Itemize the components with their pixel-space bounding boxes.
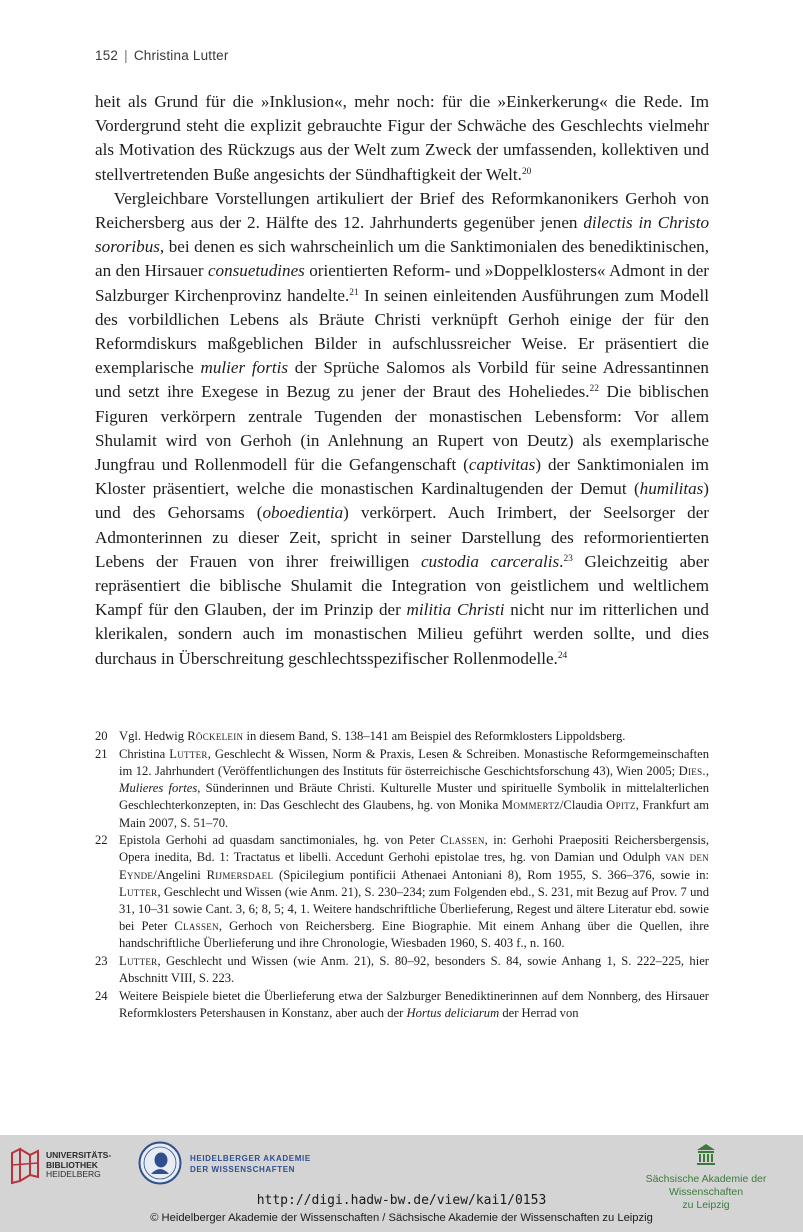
text-run: , Frankfurt am Main 2007, S. 51–70. [119,798,709,830]
building-icon [696,1143,716,1165]
italic-term: Mulieres fortes [119,781,198,796]
ub-heidelberg-logo[interactable] [10,1145,112,1185]
footnote-text [119,746,709,832]
text-run: /Angelini [153,867,207,882]
text-run: , Geschlecht & Wissen, Norm & Praxis, Lesen & Schreiben. Monastische Reformgemeinschaften im 12. Jahrhundert (Veröffentlichungen des Instituts für österreichische Geschichtsforschung 43), Wien 2005; [119,746,709,778]
main-text [95,90,709,671]
text-run: , [705,763,709,778]
footer-band [0,1135,803,1232]
footnote-number: 20 [95,729,108,743]
footnote-ref: 22 [589,384,599,395]
footnote-21 [95,746,709,832]
italic-term: captivitas [468,455,536,475]
footnote-text [119,988,709,1022]
paragraph-2 [95,187,709,671]
copyright-notice: © Heidelberger Akademie der Wissenschaften / Sächsische Akademie der Wissenschaften zu Leipzig [150,1212,653,1224]
text-run: der Herrad von [499,1006,579,1021]
running-header [95,48,229,63]
text-run: Vergleichbare Vorstellungen artikuliert der Brief des Reformkanonikers Gerhoh von Reichersberg aus der 2. Hälfte des 12. Jahrhunderts gegenüber jenen [95,188,709,233]
paragraph-1 [95,90,709,187]
author-name: Dies. [678,763,706,778]
text-run: der Sprüche Salomos als Vorbild für seine Adressantinnen und setzt ihre Exegese in Bezug zu jener der Braut des Hoheliedes. [95,358,709,402]
text-run: ) und des Gehorsams ( [95,479,709,523]
saw-line-2: zu Leipzig [682,1199,730,1211]
author-name: Opitz [606,798,636,813]
ub-logo-text [46,1151,111,1180]
ub-logo-icon [10,1145,40,1185]
footnote-23 [95,953,709,987]
ub-line-2: BIBLIOTHEK [46,1159,98,1170]
text-run: , in: Gerhohi Praepositi Reichersbergensis, Opera inedita, Bd. 1: Tractatus et libelli. Accedunt Gerhohi epistolae tres, hg. von Damian und Odulph [119,833,709,865]
text-run: In seinen einleitenden Ausführungen zum Modell des vorbildlichen Lebens als Bräute Christi verknüpft Gerhoh einige der für den Reformdiskurs maßgeblichen Bilder in aufschlussreicher Weise. Er präsentiert die exemplarische [95,285,709,378]
author-name: Lutter [169,746,208,761]
italic-term: militia Christi [406,600,505,620]
author-name: Röckelein [187,729,244,743]
page-number: 152 [95,48,119,63]
footnote-text [119,953,709,987]
academy-seal-icon [138,1141,182,1185]
text-run: nicht nur im ritterlichen und klerikalen, sondern auch im monastischen Milieu geführt werden sollte, und dies durchaus in Überschreitung geschlechtsspezifischer Rollenmodelle. [95,600,709,668]
text-run: Vgl. Hedwig [119,729,188,743]
text-run: ) verkörpert. Auch Irimbert, der Seelsorger der Admonterinnen zu dieser Zeit, spricht in seiner Darstellung des reformorientierten Lebens der Frauen von ihrer freiwilligen [95,503,709,571]
italic-term: oboedientia [262,503,344,523]
header-author: Christina Lutter [133,48,229,63]
author-name: Mommertz [501,798,560,813]
text-run: , Gerhoch von Reichersberg. Eine Biographie. Mit einem Anhang über die Quellen, ihre handschriftliche Überlieferung und ihre Chronologie, Wiesbaden 1960, S. 403 f., n. 160. [119,919,709,951]
text-run: , bei denen es sich wahrscheinlich um die Sanktimonialen des benediktinischen, an den Hirsauer [95,237,709,281]
ub-line-1: UNIVERSITÄTS- [46,1150,112,1160]
footnote-ref: 24 [557,650,568,661]
text-run: Die biblischen Figuren verkörpern zentrale Tugenden der monastischen Lebensform: Vor allem Shulamit wird von Gerhoh (in Anlehnung an Rupert von Deutz) als exemplarische Jungfrau und Rollenmodell für die Gefangenschaft ( [95,382,709,475]
hadw-logo-text [190,1154,311,1175]
text-run: , Geschlecht und Wissen (wie Anm. 21), S. 230–234; zum Folgenden ebd., S. 231, mit Bezug auf Prov. 7 und 31, 10–31 sowie Cant. 3, 6; 8, 5; 4, 1. Weitere handschriftliche Überlieferung, Regest und ältere Literatur ebd. sowie bei Peter [119,884,709,934]
italic-term: humilitas [639,479,704,499]
text-run: ) der Sanktimonialen im Kloster präsentiert, welche die monastischen Kardinaltugenden der Demut ( [95,455,709,499]
text-run: , Geschlecht und Wissen (wie Anm. 21), S. 80–92, besonders S. 84, sowie Anhang 1, S. 222–225, hier Abschnitt VIII, S. 223. [119,954,709,986]
footnote-number: 23 [95,954,108,969]
text-run: , Sünderinnen und Bräute Christi. Kulturelle Muster und spirituelle Symbolik in mittelalterlichen Geschlechterkonzepten, in: Das Geschlecht des Glaubens, hg. von Monika [119,781,709,813]
footnote-22 [95,832,709,952]
header-separator: | [124,48,128,63]
author-name: Rijmersdael [206,867,274,882]
footnote-20 [95,728,709,745]
footnote-number: 24 [95,989,108,1004]
footnote-number: 21 [95,746,108,761]
text-run: . [559,551,564,571]
text-run: orientierten Reform- und »Doppelklosters« Admont in der Salzburger Kirchenprovinz handelte. [95,261,709,305]
text-run: /Claudia [559,798,607,813]
footnote-ref: 21 [349,287,359,298]
text-run: heit als Grund für die »Inklusion«, mehr noch: für die »Einkerkerung« die Rede. Im Vordergrund steht die explizit gebrauchte Figur der Schwäche des Geschlechts vielmehr als Motivation des Rückzugs aus der Welt zum Zweck der umfassenden, kollektiven und stellvertretenden Buße angesichts der Sündhaftigkeit der Welt. [95,92,709,184]
footnote-number: 22 [95,833,108,848]
text-run: (Spicilegium pontificii Athenaei Antoniani 8), Rom 1955, S. 366–376, sowie in: [273,867,709,882]
text-run: Weitere Beispiele bietet die Überlieferung etwa der Salzburger Benediktinerinnen auf dem Nonnberg, des Hirsauer Reformklosters Petershausen in Konstanz, aber auch der [119,989,709,1021]
italic-term: custodia carceralis [420,551,560,571]
permalink-url[interactable]: http://digi.hadw-bw.de/view/kai1/0153 [256,1193,547,1208]
footnote-ref: 20 [521,166,532,177]
author-name: Lutter [119,954,158,969]
text-run: Christina [119,746,170,761]
text-run: in diesem Band, S. 138–141 am Beispiel des Reformklosters Lippoldsberg. [243,729,626,743]
footnote-ref: 23 [563,553,573,564]
text-run: Epistola Gerhohi ad quasdam sanctimoniales, hg. von Peter [119,833,441,848]
author-name: van den Eynde [119,850,709,882]
footnote-text [119,728,709,745]
footnotes [95,728,709,1023]
text-run: Gleichzeitig aber repräsentiert die biblische Shulamit die Integration von geistlichem und weltlichem Kampf für den Glauben, der im Prinzip der [95,551,710,620]
italic-term: consuetudines [207,261,305,281]
footnote-24 [95,988,709,1022]
author-name: Lutter [119,884,158,899]
ub-line-3: HEIDELBERG [46,1169,101,1179]
footnote-text [119,832,709,952]
author-name: Classen [174,919,219,934]
hadw-line-2: DER WISSENSCHAFTEN [190,1164,296,1174]
italic-term: mulier fortis [200,358,288,378]
saw-line-1: Sächsische Akademie der Wissenschaften [645,1173,767,1198]
italic-term: dilectis in Christo sororibus [95,213,709,257]
author-name: Classen [440,833,485,848]
hadw-line-1: HEIDELBERGER AKADEMIE [190,1154,311,1163]
italic-term: Hortus deliciarum [406,1006,500,1021]
